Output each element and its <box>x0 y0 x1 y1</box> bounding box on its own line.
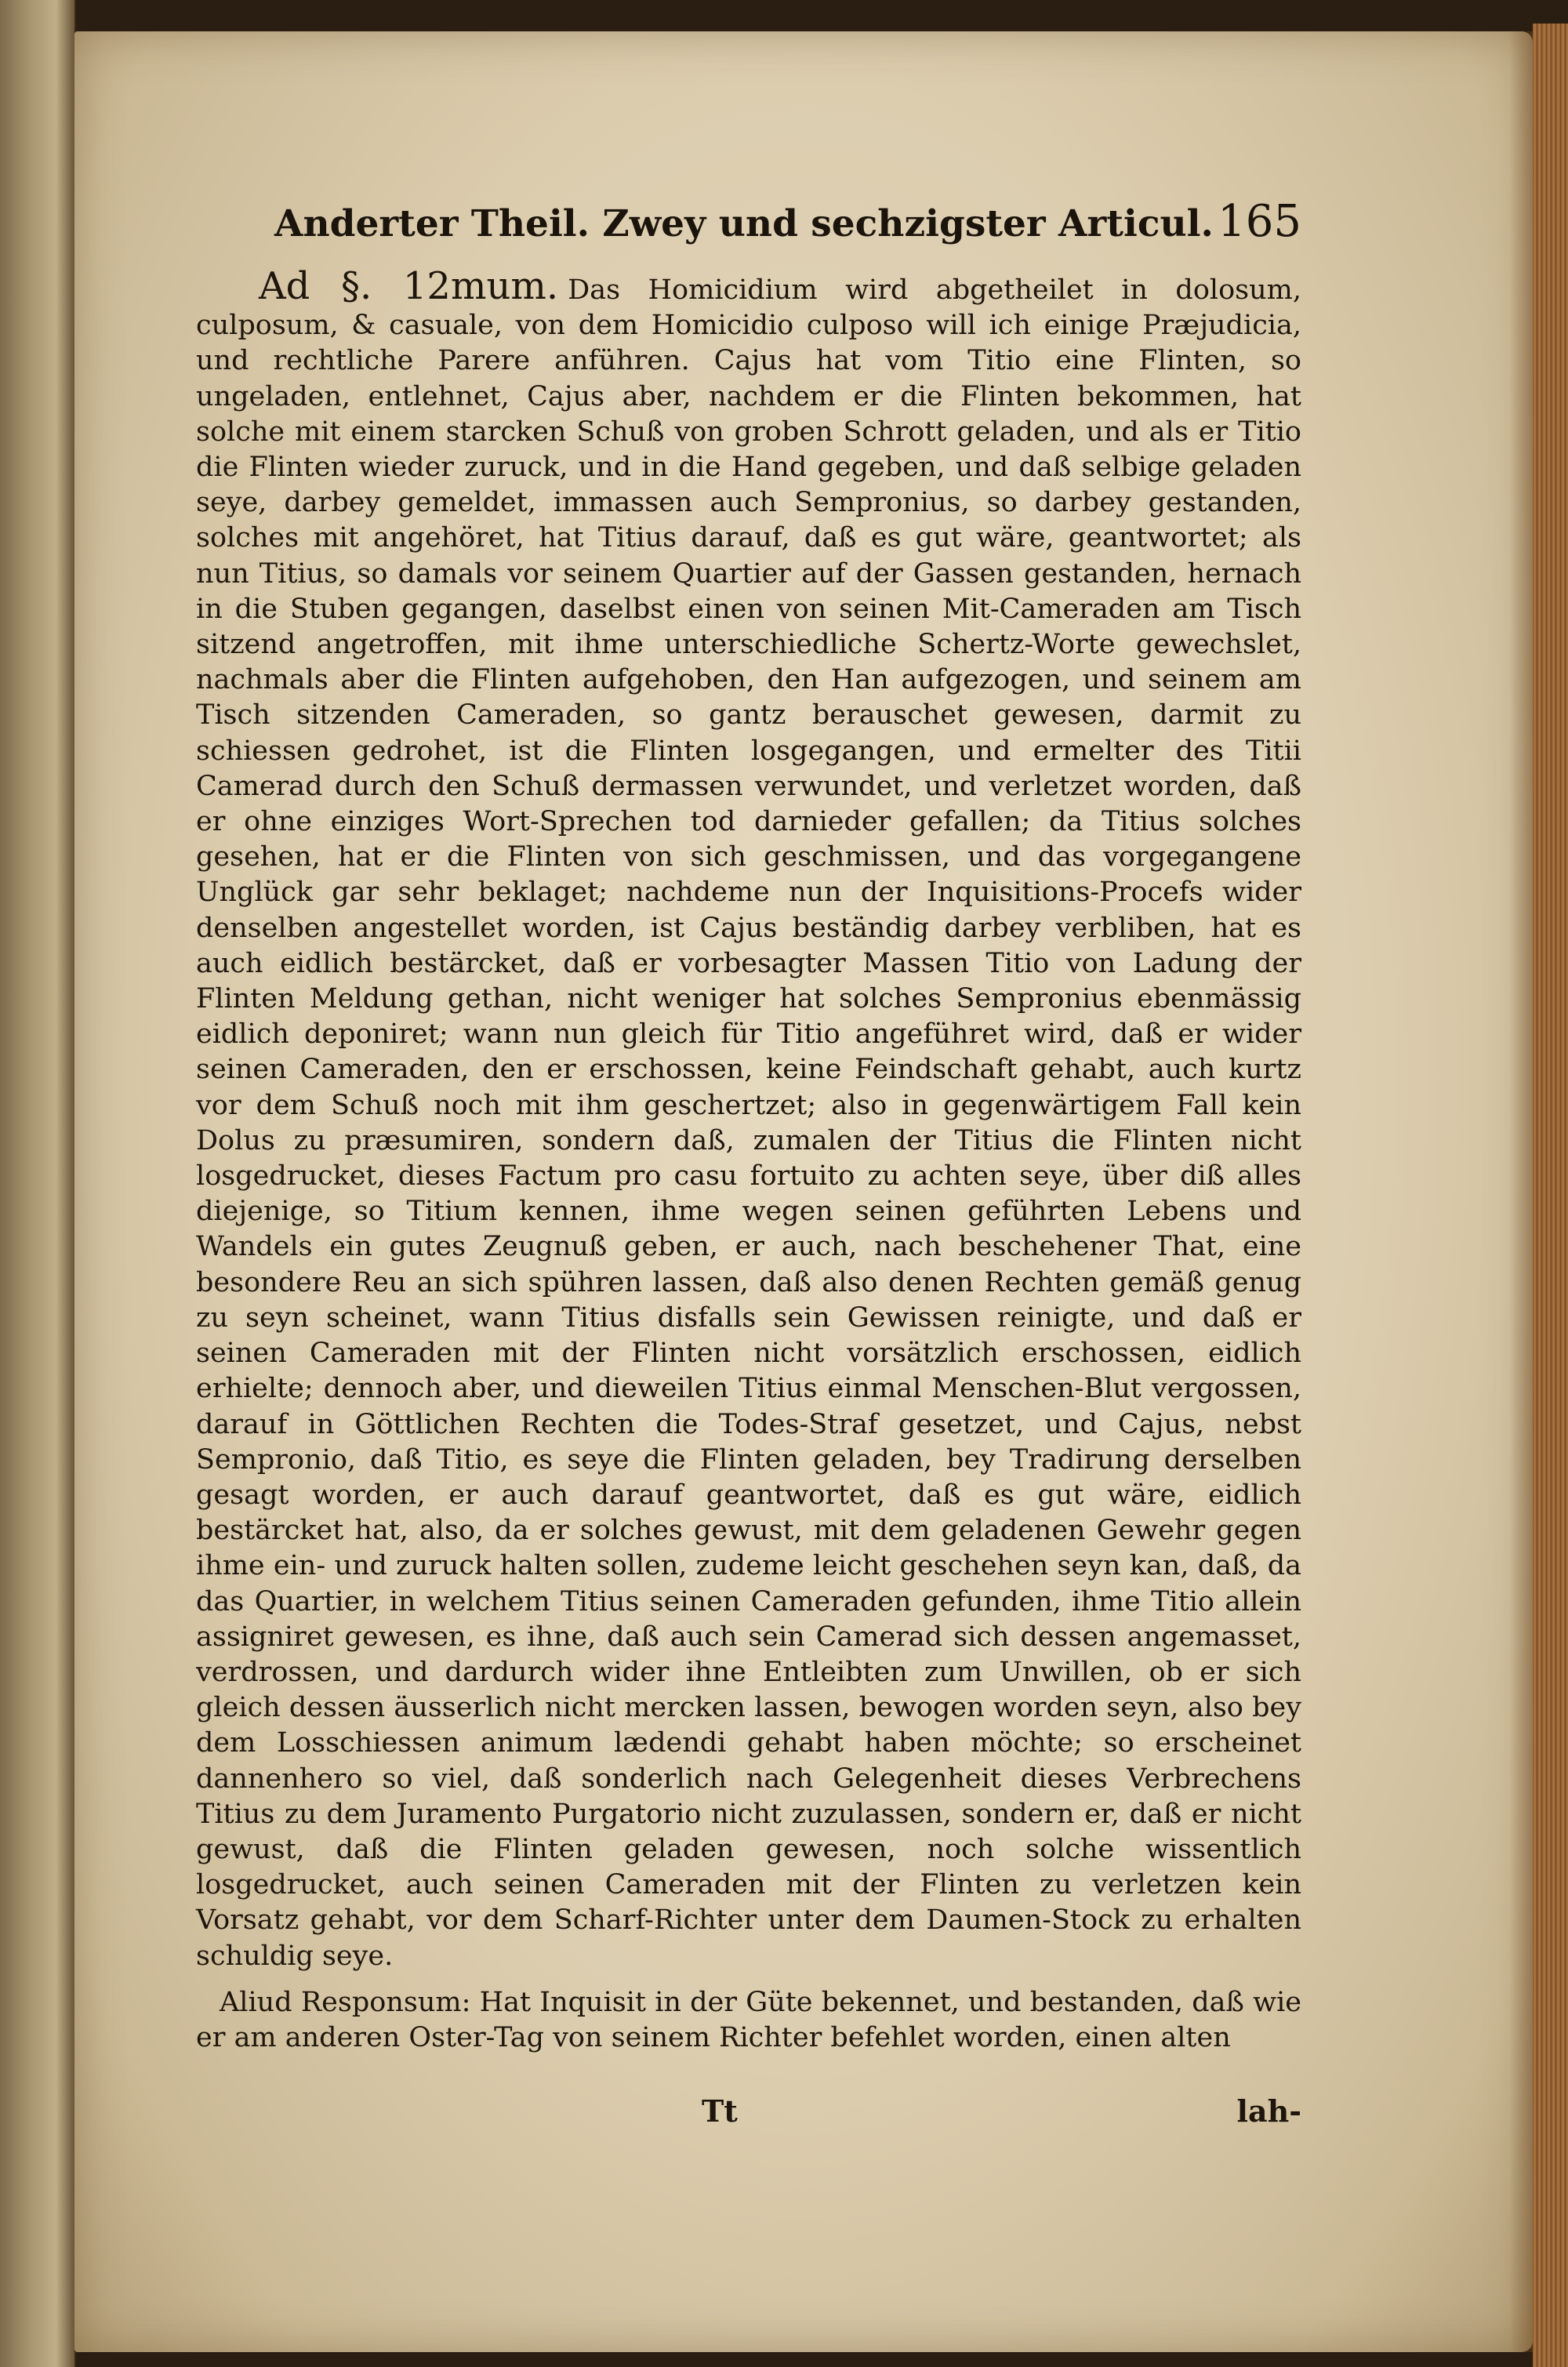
signature-mark: Tt <box>702 2093 738 2129</box>
left-page-edge <box>0 0 76 2367</box>
page-number: 165 <box>1218 196 1301 247</box>
page-body <box>196 264 1301 2056</box>
running-header <box>274 196 1301 247</box>
page-edges <box>1533 24 1568 2367</box>
running-title: Anderter Theil. Zwey und sechzigster Articul. <box>274 202 1214 245</box>
section-lead: Ad §. 12mum. <box>259 264 559 308</box>
paragraph-1 <box>196 264 1301 1974</box>
catchword: lah- <box>1236 2093 1301 2129</box>
paragraph-2: Aliud Responsum: Hat Inquisit in der Güte bekennet, und bestanden, daß wie er am anderen Oster-Tag von seinem Richter befehlet worden, einen alten <box>196 1986 1301 2053</box>
paragraph-1-text: Das Homicidium wird abgetheilet in dolosum, culposum, & casuale, von dem Homicidio culposo will ich einige Præjudicia, und rechtliche Parere anführen. Cajus hat vom Titio eine Flinten, so ungeladen, entlehnet, Cajus aber, nachdem er die Flinten bekommen, hat solche mit einem starcken Schuß von groben Schrott geladen, und als er Titio die Flinten wieder zuruck, und in die Hand gegeben, und daß selbige geladen seye, darbey gemeldet, immassen auch Sempronius, so darbey gestanden, solches mit angehöret, hat Titius darauf, daß es gut wäre, geantwortet; als nun Titius, so damals vor seinem Quartier auf der Gassen gestanden, hernach in die Stuben gegangen, daselbst einen von seinen Mit-Cameraden am Tisch sitzend angetroffen, mit ihme unterschiedliche Schertz-Worte gewechslet, nachmals aber die Flinten aufgehoben, den Han aufgezogen, und seinem am Tisch sitzenden Cameraden, so gantz berauschet gewesen, darmit zu schiessen gedrohet, ist die Flinten losgegangen, und ermelter des Titii Camerad durch den Schuß dermassen verwundet, und verletzet worden, daß er ohne einziges Wort-Sprechen tod darnieder gefallen; da Titius solches gesehen, hat er die Flinten von sich geschmissen, und das vorgegangene Unglück gar sehr beklaget; nachdeme nun der Inquisitions-Procefs wider denselben angestellet worden, ist Cajus beständig darbey verbliben, hat es auch eidlich bestärcket, daß er vorbesagter Massen Titio von Ladung der Flinten Meldung gethan, nicht weniger hat solches Sempronius ebenmässig eidlich deponiret; wann nun gleich für Titio angeführet wird, daß er wider seinen Cameraden, den er erschossen, keine Feindschaft gehabt, auch kurtz vor dem Schuß noch mit ihm geschertzet; also in gegenwärtigem Fall kein Dolus zu præsumiren, sondern daß, zumalen der Titius die Flinten nicht losgedrucket, dieses Factum pro casu fortuito zu achten seye, über diß alles diejenige, so Titium kennen, ihme wegen seinen geführten Lebens und Wandels ein gutes Zeugnuß geben, er auch, nach beschehener That, eine besondere Reu an sich spühren lassen, daß also denen Rechten gemäß genug zu seyn scheinet, wann Titius disfalls sein Gewissen reinigte, und daß er seinen Cameraden mit der Flinten nicht vorsätzlich erschossen, eidlich erhielte; dennoch aber, und dieweilen Titius einmal Menschen-Blut vergossen, darauf in Göttlichen Rechten die Todes-Straf gesetzet, und Cajus, nebst Sempronio, daß Titio, es seye die Flinten geladen, bey Tradirung derselben gesagt worden, er auch darauf geantwortet, daß es gut wäre, eidlich bestärcket hat, also, da er solches gewust, mit dem geladenen Gewehr gegen ihme ein- und zuruck halten sollen, zudeme leicht geschehen seyn kan, daß, da das Quartier, in welchem Titius seinen Cameraden gefunden, ihme Titio allein assigniret gewesen, es ihne, daß auch sein Camerad sich dessen angemasset, verdrossen, und dardurch wider ihne Entleibten zum Unwillen, ob er sich gleich dessen äusserlich nicht mercken lassen, bewogen worden seyn, also bey dem Losschiessen animum lædendi gehabt haben möchte; so erscheinet dannenhero so viel, daß sonderlich nach Gelegenheit dieses Verbrechens Titius zu dem Juramento Purgatorio nicht zuzulassen, sondern er, daß er nicht gewust, daß die Flinten geladen gewesen, noch solche wissentlich losgedrucket, auch seinen Cameraden mit der Flinten zu verletzen kein Vorsatz gehabt, vor dem Scharf-Richter unter dem Daumen-Stock zu erhalten schuldig seye. <box>196 274 1301 1972</box>
